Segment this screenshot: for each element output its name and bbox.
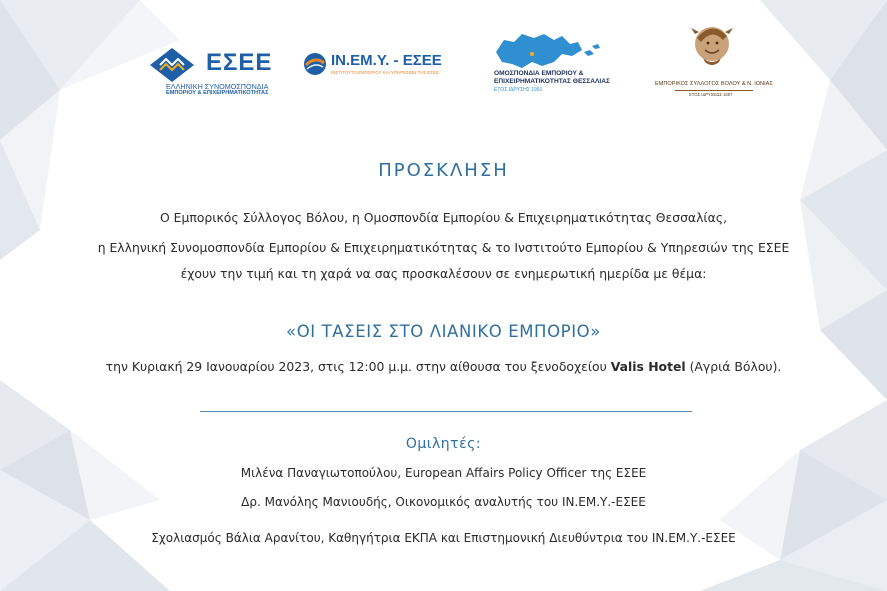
thessaly-founded: ΕΤΟΣ ΙΔΡΥΣΗΣ 1991 <box>494 87 543 93</box>
esee-line1: ΕΛΛΗΝΙΚΗ ΣΥΝΟΜΟΣΠΟΝΔΙΑ <box>166 82 269 91</box>
intro-line-3: έχουν την τιμή και τη χαρά να σας προσκαλέσουν σε ενημερωτική ημερίδα με θέμα: <box>180 266 707 281</box>
inemy-tagline: ΙΝΣΤΙΤΟΥΤΟ ΕΜΠΟΡΙΟΥ ΚΑΙ ΥΠΗΡΕΣΙΩΝ ΤΗΣ ΕΣΕΕ <box>331 70 439 75</box>
event-details <box>0 359 887 374</box>
invitation-title: ΠΡΟΣΚΛΗΣΗ <box>378 160 509 181</box>
event-venue: Valis Hotel <box>610 359 686 374</box>
inemy-logo <box>303 52 448 82</box>
commentary: Σχολιασμός Βάλια Αρανίτου, Καθηγήτρια ΕΚΠΑ και Επιστημονική Διευθύντρια του ΙΝ.ΕΜ.Υ.-ΕΣΕΕ <box>151 531 736 545</box>
logos-row <box>0 0 887 130</box>
esee-acronym: ΕΣΕΕ <box>206 49 273 76</box>
event-location-text: (Αγριά Βόλου). <box>685 359 782 374</box>
event-datetime-text: την Κυριακή 29 Ιανουαρίου 2023, στις 12:00 μ.μ. στην αίθουσα του ξενοδοχείου <box>105 359 611 374</box>
thessaly-federation-logo <box>490 32 630 96</box>
inemy-name: ΙΝ.ΕΜ.Υ. - ΕΣΕΕ <box>331 52 442 69</box>
volos-association-logo <box>655 20 773 100</box>
thessaly-line1: ΟΜΟΣΠΟΝΔΙΑ ΕΜΠΟΡΙΟΥ & <box>494 70 584 77</box>
thessaly-line2: ΕΠΙΧΕΙΡΗΜΑΤΙΚΟΤΗΤΑΣ ΘΕΣΣΑΛΙΑΣ <box>494 78 610 85</box>
esee-logo-icon <box>150 48 194 82</box>
esee-logo <box>150 48 280 98</box>
speaker-1: Μιλένα Παναγιωτοπούλου, European Affairs Policy Officer της ΕΣΕΕ <box>240 466 647 480</box>
speaker-2: Δρ. Μανόλης Μανιουδής, Οικονομικός αναλυτής του ΙΝ.ΕΜ.Υ.-ΕΣΕΕ <box>241 495 646 509</box>
intro-line-1: Ο Εμπορικός Σύλλογος Βόλου, η Ομοσπονδία Εμπορίου & Επιχειρηματικότητας Θεσσαλίας, <box>159 210 728 225</box>
hermes-head-icon <box>689 20 735 66</box>
section-divider <box>200 411 692 412</box>
esee-line2: ΕΜΠΟΡΙΟΥ & ΕΠΙΧΕΙΡΗΜΑΤΙΚΟΤΗΤΑΣ <box>166 90 269 96</box>
volos-founded: ΕΤΟΣ ΙΔΡΥΣΕΩΣ 1897 <box>689 92 733 97</box>
volos-line1: ΕΜΠΟΡΙΚΟΣ ΣΥΛΛΟΓΟΣ ΒΟΛΟΥ & Ν. ΙΩΝΙΑΣ <box>655 81 773 87</box>
inemy-globe-icon <box>303 52 327 76</box>
thessaly-map-icon <box>492 32 602 70</box>
intro-line-2: η Ελληνική Συνομοσπονδία Εμπορίου & Επιχειρηματικότητας & το Ινστιτούτο Εμπορίου & Υπηρεσιών της ΕΣΕΕ <box>97 240 790 255</box>
volos-divider <box>675 90 753 91</box>
speakers-heading: Ομιλητές: <box>405 436 482 452</box>
event-subject: «ΟΙ ΤΑΣΕΙΣ ΣΤΟ ΛΙΑΝΙΚΟ ΕΜΠΟΡΙΟ» <box>286 322 601 341</box>
